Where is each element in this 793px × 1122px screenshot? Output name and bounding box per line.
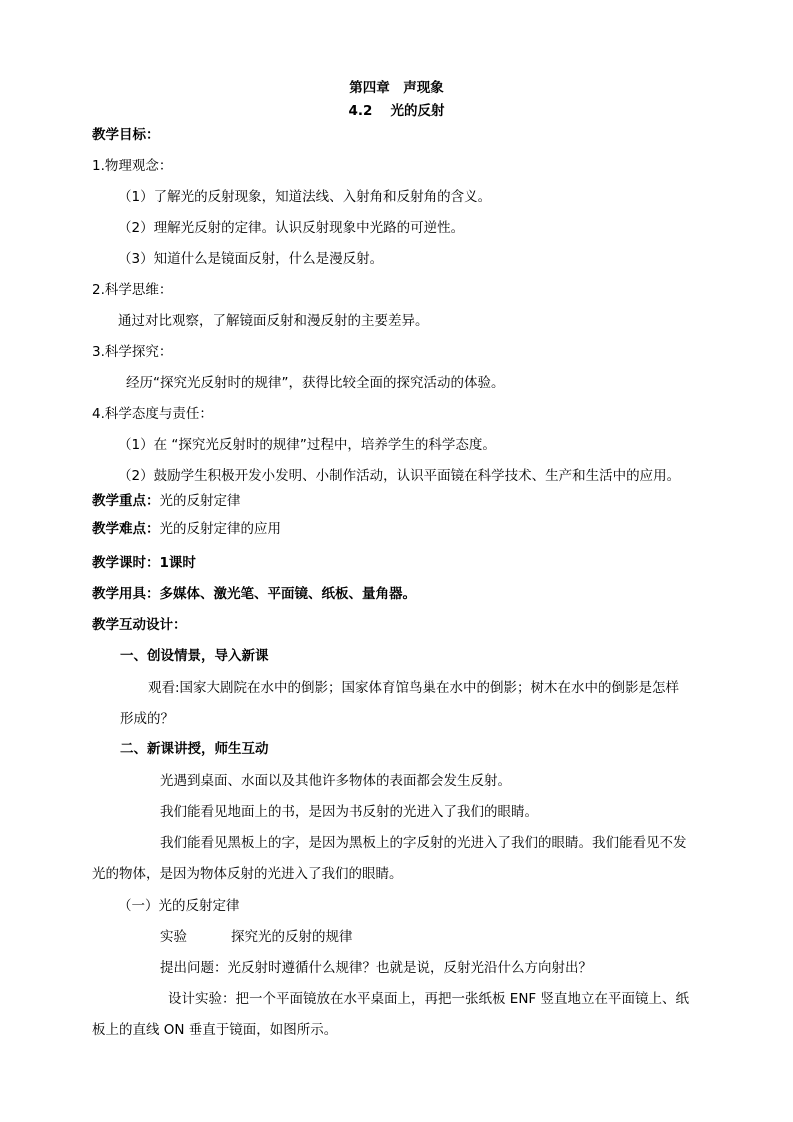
difficulty-label: 教学难点： <box>92 521 160 537</box>
part2-heading: 二、新课讲授，师生互动 <box>120 741 269 757</box>
part1-heading: 一、创设情景，导入新课 <box>120 648 269 664</box>
part2-paragraph: 光遇到桌面、水面以及其他许多物体的表面都会发生反射。 <box>160 773 511 789</box>
physics-concept-heading: 1.物理观念： <box>92 158 173 174</box>
part2-paragraph: 我们能看见黑板上的字，是因为黑板上的字反射的光进入了我们的眼睛。我们能看见不发 <box>160 835 687 851</box>
question-text: 提出问题：光反射时遵循什么规律？也就是说，反射光沿什么方向射出？ <box>160 960 592 976</box>
experiment-label: 实验 <box>160 929 187 945</box>
scientific-thinking-text: 通过对比观察，了解镜面反射和漫反射的主要差异。 <box>118 313 429 329</box>
scientific-inquiry-text: 经历“探究光反射时的规律”，获得比较全面的探究活动的体验。 <box>126 375 505 391</box>
key-point-label: 教学重点： <box>92 493 160 509</box>
section-title: 4.2 光的反射 <box>348 103 445 119</box>
experiment-title: 探究光的反射的规律 <box>231 929 353 945</box>
chapter-title: 第四章 声现象 <box>349 80 444 96</box>
scientific-inquiry-heading: 3.科学探究： <box>92 344 173 360</box>
design-heading: 教学互动设计： <box>92 617 187 633</box>
part1-line: 形成的？ <box>120 711 174 727</box>
scientific-thinking-heading: 2.科学思维： <box>92 282 173 298</box>
design-text: 板上的直线 ON 垂直于镜面，如图所示。 <box>92 1022 338 1038</box>
teaching-tools: 教学用具：多媒体、激光笔、平面镜、纸板、量角器。 <box>92 586 416 602</box>
objectives-heading: 教学目标： <box>92 127 160 143</box>
design-text: 设计实验：把一个平面镜放在水平桌面上，再把一张纸板 ENF 竖直地立在平面镜上、纸 <box>168 991 689 1007</box>
key-point-text: 光的反射定律 <box>159 493 241 509</box>
difficulty <box>92 520 281 538</box>
attitude-item: （2）鼓励学生积极开发小发明、小制作活动，认识平面镜在科学技术、生产和生活中的应用。 <box>118 468 681 484</box>
part2-paragraph: 我们能看见地面上的书，是因为书反射的光进入了我们的眼睛。 <box>160 804 538 820</box>
objective-item: （1）了解光的反射现象，知道法线、入射角和反射角的含义。 <box>118 189 492 205</box>
part2-paragraph: 光的物体，是因为物体反射的光进入了我们的眼睛。 <box>92 866 403 882</box>
attitude-item: （1）在 “探究光反射时的规律”过程中，培养学生的科学态度。 <box>118 437 496 453</box>
objective-item: （3）知道什么是镜面反射，什么是漫反射。 <box>118 251 384 267</box>
part1-line: 观看:国家大剧院在水中的倒影；国家体育馆鸟巢在水中的倒影；树木在水中的倒影是怎样 <box>148 680 680 696</box>
experiment-line <box>160 928 353 946</box>
key-point <box>92 492 241 510</box>
attitude-heading: 4.科学态度与责任： <box>92 406 213 422</box>
difficulty-text: 光的反射定律的应用 <box>159 521 281 537</box>
teaching-hours: 教学课时：1课时 <box>92 555 196 571</box>
sub1-heading: （一）光的反射定律 <box>118 898 240 914</box>
objective-item: （2）理解光反射的定律。认识反射现象中光路的可逆性。 <box>118 220 465 236</box>
